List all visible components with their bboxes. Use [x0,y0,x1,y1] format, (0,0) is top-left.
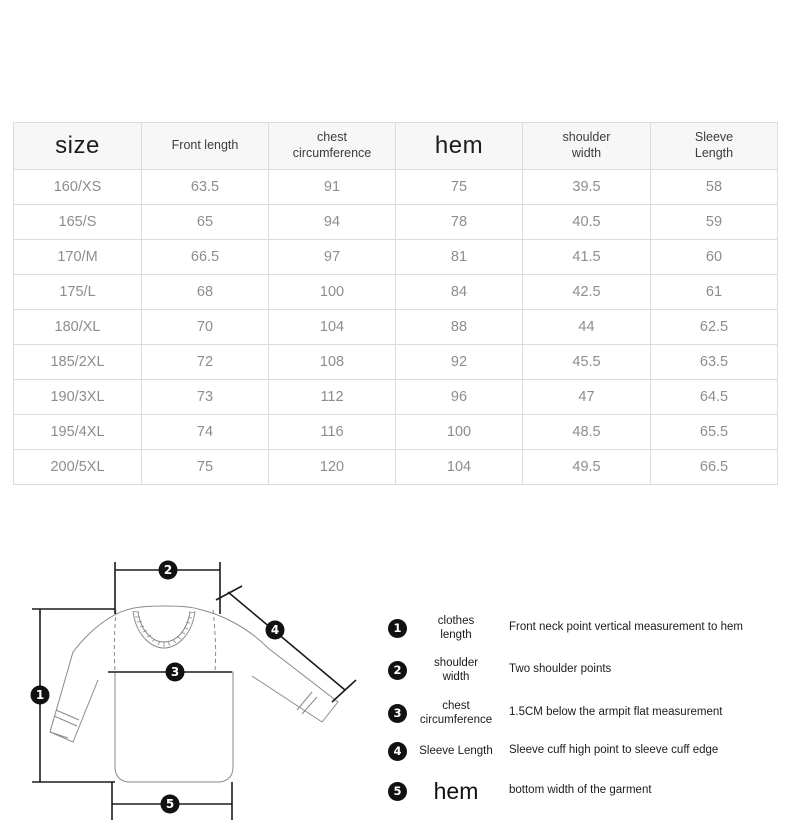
legend-term-5: hem [433,777,479,804]
cell-shoulder-width: 39.5 [523,170,651,205]
table-row [14,240,778,275]
cell-chest-circumference: 120 [269,450,396,485]
column-header-front-length [142,123,269,170]
cell-shoulder-width: 42.5 [523,275,651,310]
table-header-row [14,123,778,170]
table-row [14,345,778,380]
cell-sleeve-length: 61 [651,275,778,310]
legend-description-2: Two shoulder points [509,663,612,676]
column-header-hem [396,123,523,170]
column-header-front-length-label: Front length [171,138,239,153]
legend-term-1 [413,614,499,642]
diagram-markers [31,561,285,814]
table-row [14,450,778,485]
cell-chest-circumference: 100 [269,275,396,310]
legend-item-shoulder-width [388,652,778,688]
sweatshirt-outline [50,606,338,782]
table-row [14,205,778,240]
diagram-marker-5-label: 5 [165,797,175,811]
legend-description-3: 1.5CM below the armpit flat measurement [509,706,723,719]
cell-shoulder-width: 49.5 [523,450,651,485]
diagram-marker-2-label: 2 [163,563,173,577]
cell-shoulder-width: 40.5 [523,205,651,240]
cell-hem: 78 [396,205,523,240]
cell-sleeve-length: 58 [651,170,778,205]
legend-description-5: bottom width of the garment [509,784,652,797]
cell-front-length: 75 [142,450,269,485]
legend-term-4: Sleeve Length [419,744,493,757]
dimension-line-sleeve-length [228,592,345,690]
legend-term-2-line1: shoulder [433,656,479,669]
table-header [14,123,778,170]
cell-shoulder-width: 44 [523,310,651,345]
legend-item-clothes-length [388,612,778,644]
table-row [14,415,778,450]
cell-sleeve-length: 65.5 [651,415,778,450]
column-header-hem-label: hem [434,132,484,159]
cell-hem: 96 [396,380,523,415]
legend-term-2 [413,656,499,684]
table-row [14,170,778,205]
column-header-shoulder-line2: width [571,146,602,160]
cell-chest-circumference: 104 [269,310,396,345]
column-header-sleeve-line2: Length [694,146,734,160]
cell-chest-circumference: 91 [269,170,396,205]
cell-sleeve-length: 66.5 [651,450,778,485]
column-header-chest-line1: chest [317,130,347,145]
legend-description-1: Front neck point vertical measurement to hem [509,621,743,634]
table-row [14,275,778,310]
cell-sleeve-length: 64.5 [651,380,778,415]
cell-chest-circumference: 108 [269,345,396,380]
cell-chest-circumference: 97 [269,240,396,275]
legend-item-hem [388,772,778,810]
cell-hem: 84 [396,275,523,310]
cell-front-length: 74 [142,415,269,450]
legend-item-sleeve-length [388,738,778,764]
cell-chest-circumference: 116 [269,415,396,450]
legend-badge-5: 5 [388,782,407,801]
cell-hem: 75 [396,170,523,205]
cell-size: 175/L [14,275,142,310]
legend-badge-4: 4 [388,742,407,761]
cell-front-length: 65 [142,205,269,240]
cell-shoulder-width: 45.5 [523,345,651,380]
legend-term-1-line2: length [440,629,472,641]
cell-hem: 88 [396,310,523,345]
cell-sleeve-length: 59 [651,205,778,240]
cell-front-length: 66.5 [142,240,269,275]
column-header-chest-circumference [269,123,396,170]
measurement-legend [388,612,778,818]
legend-badge-3: 3 [388,704,407,723]
cell-shoulder-width: 47 [523,380,651,415]
cell-front-length: 70 [142,310,269,345]
cell-front-length: 73 [142,380,269,415]
legend-term-1-line1: clothes [437,614,475,627]
column-header-sleeve-length [651,123,778,170]
diagram-marker-4-label: 4 [270,623,280,637]
cell-chest-circumference: 112 [269,380,396,415]
cell-size: 165/S [14,205,142,240]
diagram-marker-1-label: 1 [35,688,45,702]
legend-term-3 [413,699,499,727]
legend-term-2-line2: width [442,671,470,683]
cell-shoulder-width: 48.5 [523,415,651,450]
column-header-shoulder-width [523,123,651,170]
table-row [14,310,778,345]
size-chart-table-container [13,122,777,485]
cell-hem: 81 [396,240,523,275]
dimension-lines [32,562,356,820]
cell-size: 180/XL [14,310,142,345]
cell-size: 195/4XL [14,415,142,450]
cell-hem: 100 [396,415,523,450]
cell-front-length: 63.5 [142,170,269,205]
table-body [14,170,778,485]
legend-description-4: Sleeve cuff high point to sleeve cuff edge [509,744,719,757]
cell-front-length: 68 [142,275,269,310]
cell-size: 185/2XL [14,345,142,380]
sleeve-cuffs [54,692,317,726]
size-chart-table [13,122,778,485]
cell-size: 170/M [14,240,142,275]
column-header-shoulder-line1: shoulder [562,130,611,145]
cell-sleeve-length: 60 [651,240,778,275]
cell-size: 200/5XL [14,450,142,485]
cell-sleeve-length: 62.5 [651,310,778,345]
cell-front-length: 72 [142,345,269,380]
cell-shoulder-width: 41.5 [523,240,651,275]
cell-hem: 104 [396,450,523,485]
legend-badge-2: 2 [388,661,407,680]
legend-term-3-line1: chest [442,699,470,712]
garment-measurement-diagram [20,552,390,827]
cell-hem: 92 [396,345,523,380]
diagram-marker-3-label: 3 [170,665,180,679]
column-header-size-label: size [55,132,100,159]
legend-term-3-line2: circumference [419,714,493,726]
cell-size: 190/3XL [14,380,142,415]
cell-chest-circumference: 94 [269,205,396,240]
legend-item-chest-circumference [388,696,778,730]
legend-badge-1: 1 [388,619,407,638]
cell-size: 160/XS [14,170,142,205]
cell-sleeve-length: 63.5 [651,345,778,380]
column-header-size [14,123,142,170]
column-header-sleeve-line1: Sleeve [694,130,734,145]
table-row [14,380,778,415]
column-header-chest-line2: circumference [292,146,372,160]
